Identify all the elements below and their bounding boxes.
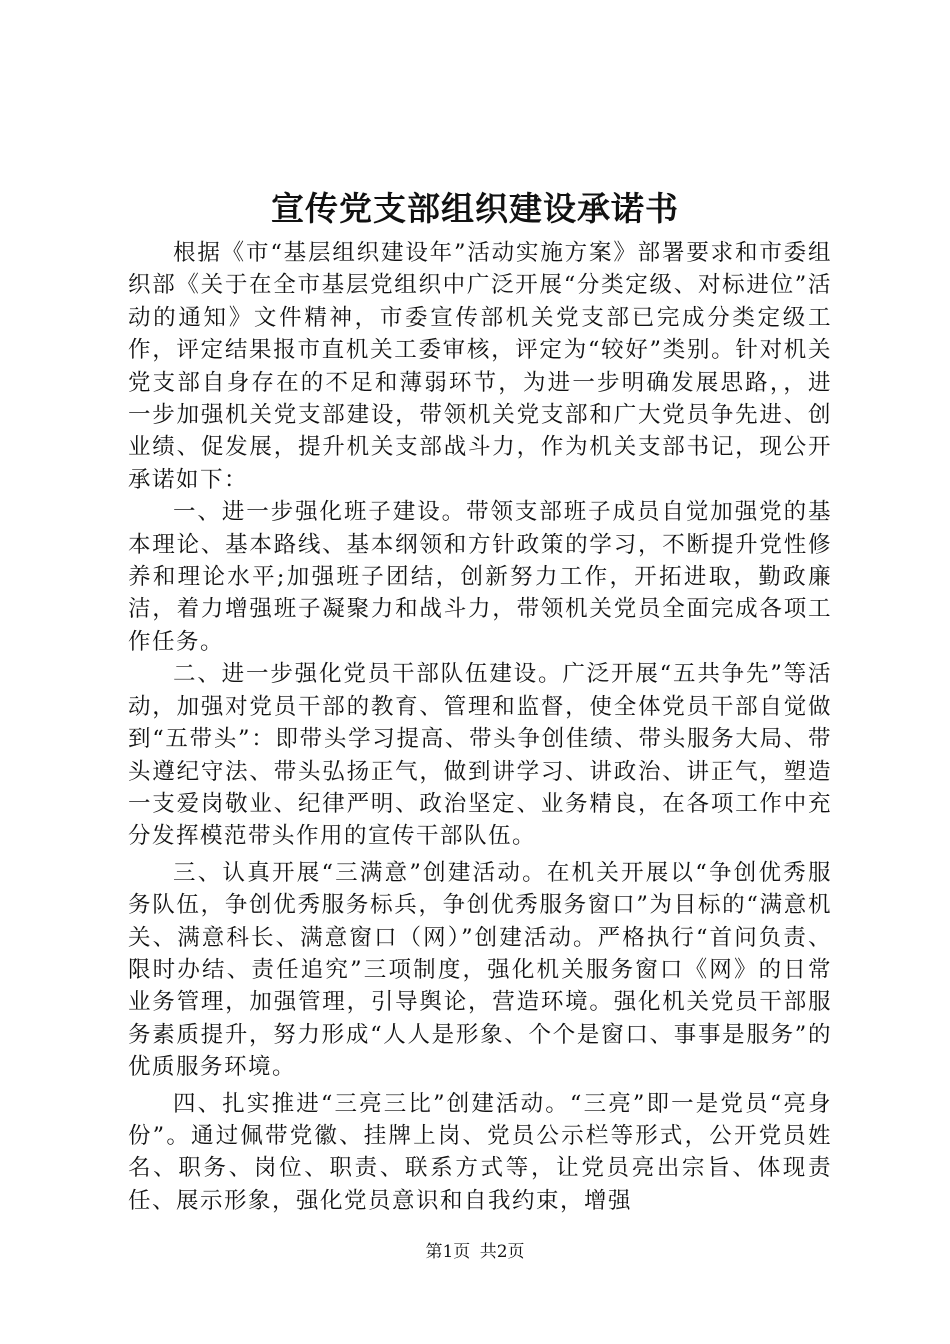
paragraph-commitment-3: 三、认真开展“三满意”创建活动。在机关开展以“争创优秀服务队伍，争创优秀服务标兵，争创优秀服务窗口”为目标的“满意机关、满意科长、满意窗口（网）”创建活动。严格执行“首问负责、限时办结、责任追究”三项制度，强化机关服务窗口《网》的日常业务管理，加强管理，引导舆论，营造环境。强化机关党员干部服务素质提升，努力形成“人人是形象、个个是窗口、事事是服务”的优质服务环境。 xyxy=(128,859,832,1081)
page-number: 第1页 xyxy=(425,1242,471,1262)
paragraph-commitment-4: 四、扎实推进“三亮三比”创建活动。“三亮”即一是党员“亮身份”。通过佩带党徽、挂牌上岗、党员公示栏等形式，公开党员姓名、职务、岗位、职责、联系方式等，让党员亮出宗旨、体现责任、展示形象，强化党员意识和自我约束，增强 xyxy=(128,1090,832,1214)
paragraph-commitment-2: 二、进一步强化党员干部队伍建设。广泛开展“五共争先”等活动，加强对党员干部的教育、管理和监督，使全体党员干部自觉做到“五带头”：即带头学习提高、带头争创佳绩、带头服务大局、带头遵纪守法、带头弘扬正气，做到讲学习、讲政治、讲正气，塑造一支爱岗敬业、纪律严明、政治坚定、业务精良，在各项工作中充分发挥模范带头作用的宣传干部队伍。 xyxy=(128,661,832,850)
document-title: 宣传党支部组织建设承诺书 xyxy=(271,189,679,228)
page-footer xyxy=(0,1240,950,1264)
paragraph-commitment-1: 一、进一步强化班子建设。带领支部班子成员自觉加强党的基本理论、基本路线、基本纲领和方针政策的学习，不断提升党性修养和理论水平;加强班子团结，创新努力工作，开拓进取，勤政廉洁，着力增强班子凝聚力和战斗力，带领机关党员全面完成各项工作任务。 xyxy=(128,499,832,655)
paragraph-intro: 根据《市“基层组织建设年”活动实施方案》部署要求和市委组织部《关于在全市基层党组织中广泛开展“分类定级、对标进位”活动的通知》文件精神，市委宣传部机关党支部已完成分类定级工作，评定结果报市直机关工委审核，评定为“较好”类别。针对机关党支部自身存在的不足和薄弱环节，为进一步明确发展思路，，进一步加强机关党支部建设，带领机关党支部和广大党员争先进、创业绩、促发展，提升机关支部战斗力，作为机关支部书记，现公开承诺如下： xyxy=(128,240,832,493)
document-body xyxy=(128,237,832,1217)
page-total: 共2页 xyxy=(479,1242,525,1262)
